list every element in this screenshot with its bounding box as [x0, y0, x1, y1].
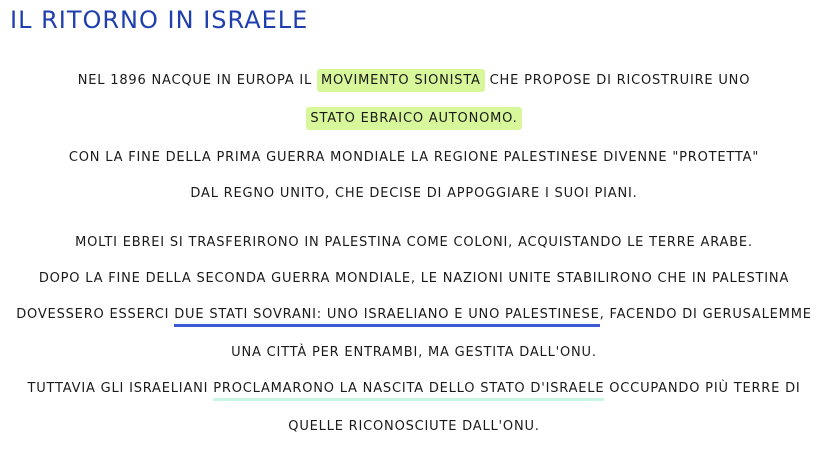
page-title: IL RITORNO IN ISRAELE — [10, 6, 309, 34]
text-segment: , FACENDO DI GERUSALEMME — [599, 307, 812, 322]
text-segment: NEL 1896 NACQUE IN EUROPA IL — [77, 73, 317, 88]
underline-due-stati: DUE STATI SOVRANI: UNO ISRAELIANO E UNO PALESTINESE — [174, 307, 599, 327]
text-line-1 — [0, 72, 828, 90]
text-segment: CHE PROPOSE DI RICOSTRUIRE UNO — [484, 73, 751, 88]
text-segment: DOVESSERO ESSERCI — [16, 307, 175, 322]
text-line-10: QUELLE RICONOSCIUTE DALL'ONU. — [288, 419, 540, 434]
text-line-6: DOPO LA FINE DELLA SECONDA GUERRA MONDIALE, LE NAZIONI UNITE STABILIRONO CHE IN PALESTINA — [38, 271, 790, 286]
text-line-9 — [0, 380, 828, 398]
text-line-5: MOLTI EBREI SI TRASFERIRONO IN PALESTINA COME COLONI, ACQUISTANDO LE TERRE ARABE. — [75, 235, 753, 250]
underline-proclamarono: PROCLAMARONO LA NASCITA DELLO STATO D'ISRAELE — [213, 381, 604, 401]
text-segment: OCCUPANDO PIÙ TERRE DI — [604, 381, 801, 396]
text-line-2 — [0, 110, 828, 128]
highlight-movimento-sionista: MOVIMENTO SIONISTA — [317, 69, 485, 92]
text-segment: TUTTAVIA GLI ISRAELIANI — [27, 381, 214, 396]
highlight-stato-ebraico: STATO EBRAICO AUTONOMO. — [306, 107, 521, 130]
text-line-4: DAL REGNO UNITO, CHE DECISE DI APPOGGIARE I SUOI PIANI. — [190, 186, 638, 201]
text-line-7 — [0, 306, 828, 324]
text-line-8: UNA CITTÀ PER ENTRAMBI, MA GESTITA DALL'ONU. — [231, 345, 597, 360]
text-line-3: CON LA FINE DELLA PRIMA GUERRA MONDIALE LA REGIONE PALESTINESE DIVENNE "PROTETTA" — [68, 150, 760, 165]
